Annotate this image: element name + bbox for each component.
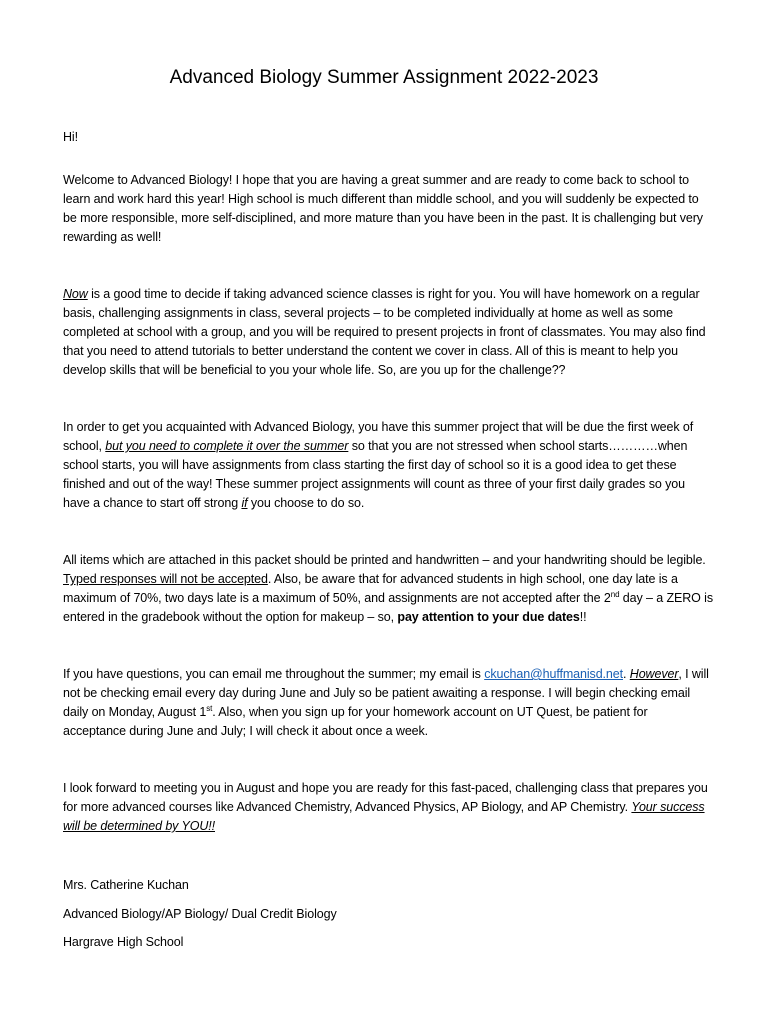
greeting: Hi! (63, 130, 78, 144)
due-dates-warning: pay attention to your due dates (397, 610, 580, 624)
late-policy-paragraph (63, 551, 713, 627)
signature-name: Mrs. Catherine Kuchan (63, 878, 189, 892)
however-emphasis: However (629, 667, 679, 681)
late-text-c: day – a ZERO is entered in the gradebook without the option for makeup – so, (63, 591, 713, 624)
contact-text-b: . (623, 667, 630, 681)
closing-text: I look forward to meeting you in August and hope you are ready for this fast-paced, challenging class that prepares you for more advanced courses like Advanced Chemistry, Advanced Physics, AP Biology, and AP Chemistry. (63, 781, 708, 814)
contact-text-c: , I will not be checking email every day during June and July so be patient awaiting a response. I will begin checking email daily on Monday, August 1 (63, 667, 709, 719)
summer-text-c: you choose to do so. (247, 496, 365, 510)
if-emphasis: if (241, 496, 248, 510)
closing-paragraph (63, 779, 713, 836)
late-text-a: All items which are attached in this packet should be printed and handwritten – and your handwriting should be legible. (63, 553, 706, 567)
ordinal-nd: nd (610, 589, 620, 599)
challenge-paragraph (63, 285, 713, 380)
challenge-text: is a good time to decide if taking advanced science classes is right for you. You will have homework on a regular basis, challenging assignments in class, several projects – to be completed individually at home as well as some completed at school with a group, and you will be required to present projects in front of classmates. You may also find that you need to attend tutorials to better understand the content we cover in class. All of this is meant to help you develop skills that will be beneficial to you your whole life. So, are you up for the challenge?? (63, 287, 706, 377)
now-emphasis: Now (63, 287, 88, 301)
email-link[interactable]: ckuchan@huffmanisd.net (484, 667, 624, 681)
ordinal-st: st (206, 703, 213, 713)
signature-school: Hargrave High School (63, 935, 184, 949)
contact-text-d: . Also, when you sign up for your homework account on UT Quest, be patient for acceptance during June and July; I will check it about once a week. (63, 705, 648, 738)
late-text-b: . Also, be aware that for advanced students in high school, one day late is a maximum of 70%, two days late is a maximum of 50%, and assignments are not accepted after the 2 (63, 572, 678, 605)
typed-responses-warning: Typed responses will not be accepted (63, 572, 268, 586)
contact-text-a: If you have questions, you can email me throughout the summer; my email is (63, 667, 485, 681)
summer-project-paragraph (63, 418, 713, 513)
late-text-d: !! (579, 610, 587, 624)
summer-text-a: In order to get you acquainted with Advanced Biology, you have this summer project that will be due the first week of school, (63, 420, 694, 453)
complete-over-summer-emphasis: but you need to complete it over the summer (105, 439, 349, 453)
document-title: Advanced Biology Summer Assignment 2022-2023 (169, 67, 599, 88)
success-emphasis: Your success will be determined by YOU!! (63, 800, 705, 833)
welcome-paragraph: Welcome to Advanced Biology! I hope that you are having a great summer and are ready to come back to school to learn and work hard this year! High school is much different than middle school, and you will suddenly be expected to be more responsible, more self-disciplined, and more mature than you have been in the past. It is challenging but very rewarding as well! (63, 173, 703, 244)
signature-role: Advanced Biology/AP Biology/ Dual Credit Biology (63, 907, 337, 921)
summer-text-b: so that you are not stressed when school starts…………when school starts, you will have assignments from class starting the first day of school so it is a good idea to get these finished and out of the way! These summer project assignments will count as three of your first daily grades so you have a chance to start off strong (63, 439, 688, 510)
contact-paragraph (63, 665, 713, 741)
